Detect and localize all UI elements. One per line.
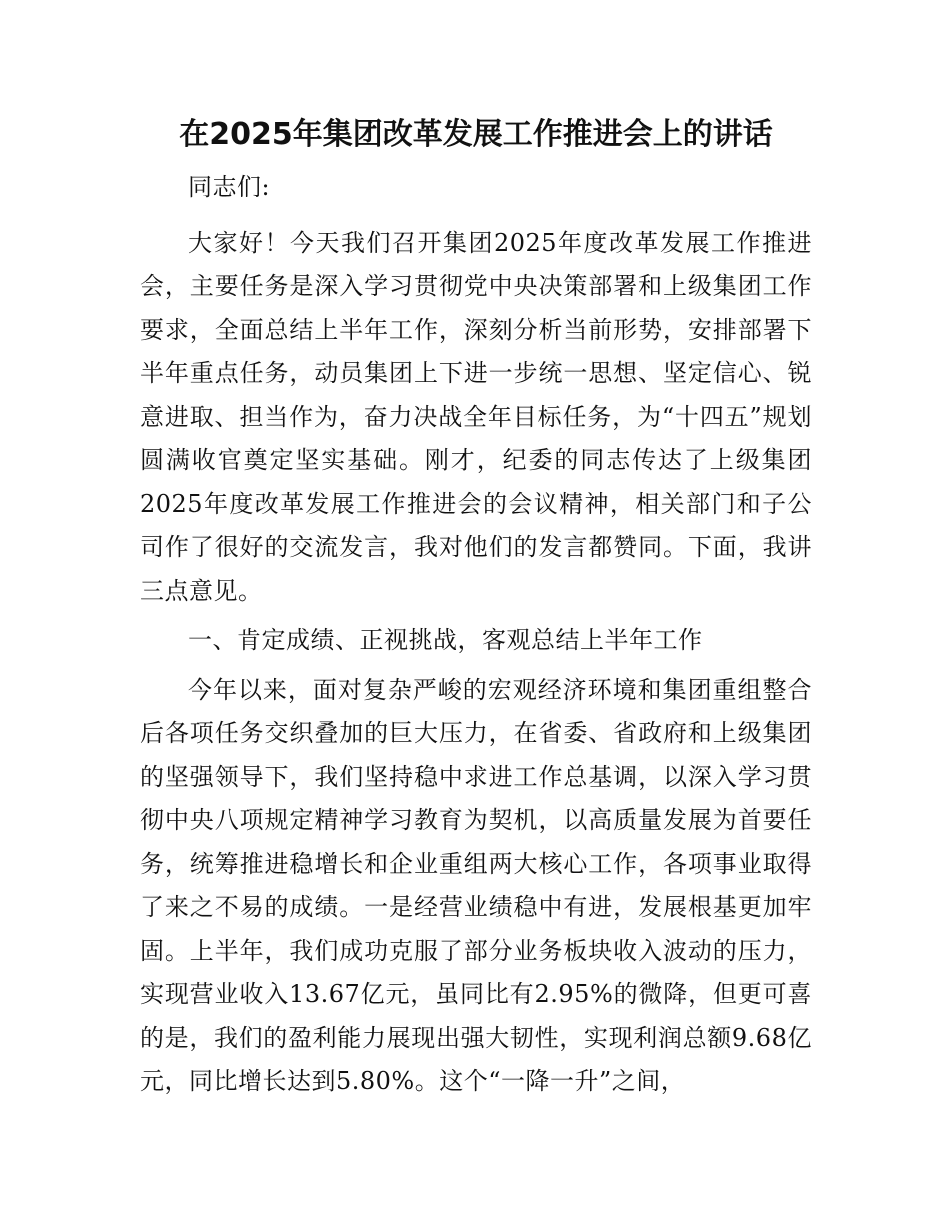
- body-paragraph-section-one: 今年以来，面对复杂严峻的宏观经济环境和集团重组整合后各项任务交织叠加的巨大压力，在省委、省政府和上级集团的坚强领导下，我们坚持稳中求进工作总基调，以深入学习贯彻中央八项规定精神学习教育为契机，以高质量发展为首要任务，统筹推进稳增长和企业重组两大核心工作，各项事业取得了来之不易的成绩。一是经营业绩稳中有进，发展根基更加牢固。上半年，我们成功克服了部分业务板块收入波动的压力，实现营业收入13.67亿元，虽同比有2.95%的微降，但更可喜的是，我们的盈利能力展现出强大韧性，实现利润总额9.68亿元，同比增长达到5.80%。这个“一降一升”之间，: [140, 675, 812, 1095]
- salutation: 同志们:: [188, 173, 271, 201]
- section-heading: 一、肯定成绩、正视挑战，客观总结上半年工作: [188, 626, 703, 654]
- document-title: 在2025年集团改革发展工作推进会上的讲话: [179, 117, 773, 152]
- body-paragraph-intro: 大家好！今天我们召开集团2025年度改革发展工作推进会，主要任务是深入学习贯彻党中央决策部署和上级集团工作要求，全面总结上半年工作，深刻分析当前形势，安排部署下半年重点任务，动员集团上下进一步统一思想、坚定信心、锐意进取、担当作为，奋力决战全年目标任务，为“十四五”规划圆满收官奠定坚实基础。刚才，纪委的同志传达了上级集团2025年度改革发展工作推进会的会议精神，相关部门和子公司作了很好的交流发言，我对他们的发言都赞同。下面，我讲三点意见。: [140, 228, 812, 605]
- document-page: [140, 112, 812, 1110]
